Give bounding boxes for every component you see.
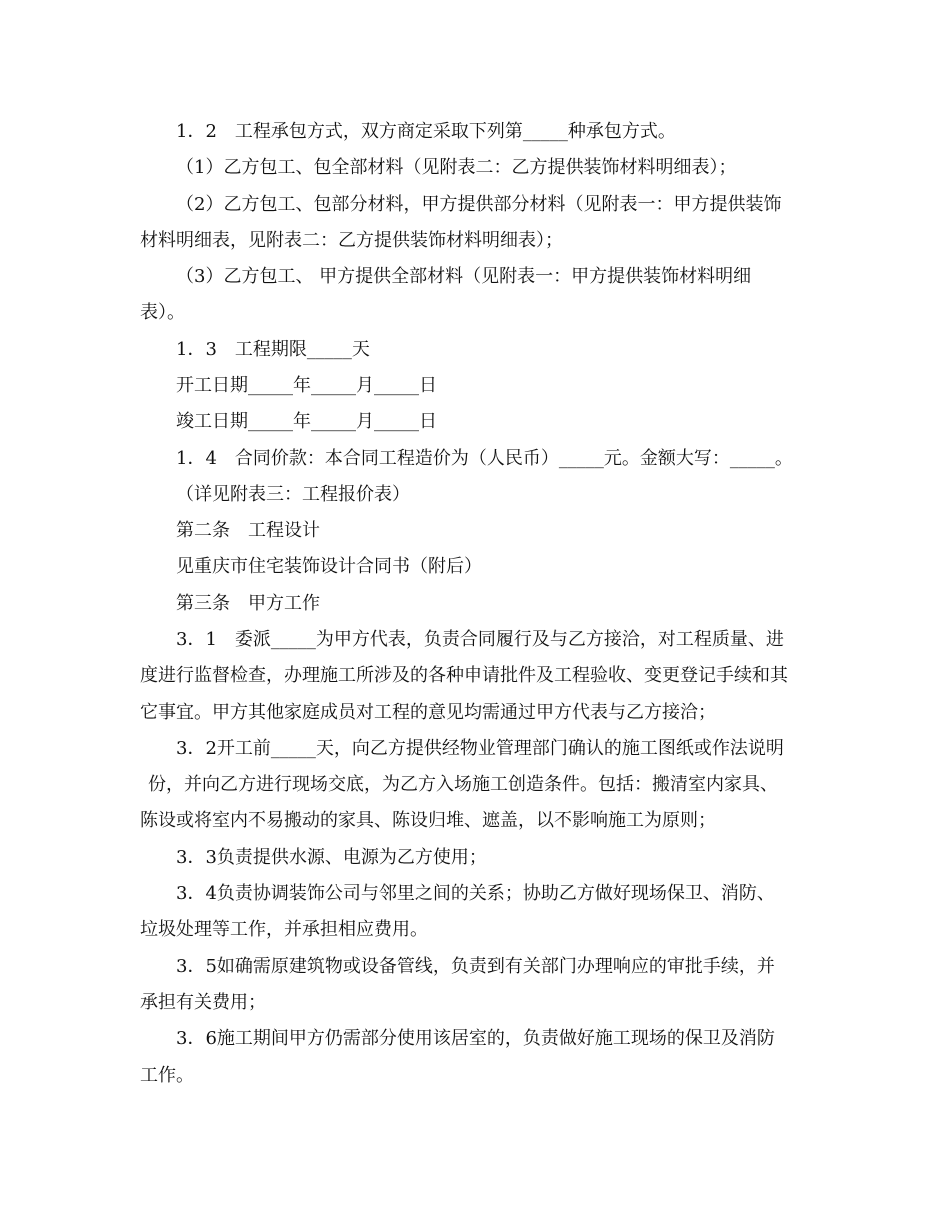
- option-3-client-materials-line1: （3）乙方包工、 甲方提供全部材料（见附表一：甲方提供装饰材料明细: [176, 266, 752, 287]
- clause-1-4-contract-price: 1．4 合同价款：本合同工程造价为（人民币）_____元。金额大写：_____。: [176, 448, 793, 469]
- start-date: 开工日期_____年_____月_____日: [176, 375, 437, 396]
- option-3-client-materials-line2: 表）。: [140, 302, 185, 323]
- option-2-partial-materials-line1: （2）乙方包工、包部分材料，甲方提供部分材料（见附表一：甲方提供装饰: [176, 194, 782, 215]
- clause-1-3-duration: 1．3 工程期限_____天: [176, 339, 370, 360]
- article-2-heading: 第二条 工程设计: [176, 520, 320, 541]
- option-2-partial-materials-line2: 材料明细表，见附表二：乙方提供装饰材料明细表）；: [140, 230, 563, 251]
- clause-3-6-line2: 工作。: [140, 1065, 194, 1086]
- clause-3-2-line1: 3．2开工前_____天，向乙方提供经物业管理部门确认的施工图纸或作法说明: [176, 738, 784, 759]
- clause-3-2-line2: 份，并向乙方进行现场交底，为乙方入场施工创造条件。包括：搬清室内家具、: [148, 774, 778, 795]
- article-2-body: 见重庆市住宅装饰设计合同书（附后）: [176, 556, 482, 577]
- option-1-full-materials: （1）乙方包工、包全部材料（见附表二：乙方提供装饰材料明细表）；: [176, 157, 737, 178]
- article-3-heading: 第三条 甲方工作: [176, 593, 320, 614]
- clause-3-1-line1: 3．1 委派_____为甲方代表，负责合同履行及与乙方接洽，对工程质量、进: [176, 629, 784, 650]
- price-schedule-note: （详见附表三：工程报价表）: [176, 484, 410, 505]
- clause-3-1-line3: 它事宜。甲方其他家庭成员对工程的意见均需通过甲方代表与乙方接洽；: [140, 702, 716, 723]
- clause-3-3: 3．3负责提供水源、电源为乙方使用；: [176, 847, 487, 868]
- completion-date: 竣工日期_____年_____月_____日: [176, 411, 437, 432]
- clause-3-1-line2: 度进行监督检查，办理施工所涉及的各种申请批件及工程验收、变更登记手续和其: [140, 665, 788, 686]
- clause-3-5-line2: 承担有关费用；: [140, 992, 266, 1013]
- clause-3-4-line1: 3．4负责协调装饰公司与邻里之间的关系；协助乙方做好现场保卫、消防、: [176, 883, 775, 904]
- clause-3-6-line1: 3．6施工期间甲方仍需部分使用该居室的，负责做好施工现场的保卫及消防: [176, 1028, 775, 1049]
- clause-3-2-line3: 陈设或将室内不易搬动的家具、陈设归堆、遮盖，以不影响施工为原则；: [140, 810, 716, 831]
- clause-1-2-contracting-method: 1．2 工程承包方式，双方商定采取下列第_____种承包方式。: [176, 121, 676, 142]
- clause-3-5-line1: 3．5如确需原建筑物或设备管线，负责到有关部门办理响应的审批手续，并: [176, 956, 775, 977]
- clause-3-4-line2: 垃圾处理等工作，并承担相应费用。: [140, 919, 428, 940]
